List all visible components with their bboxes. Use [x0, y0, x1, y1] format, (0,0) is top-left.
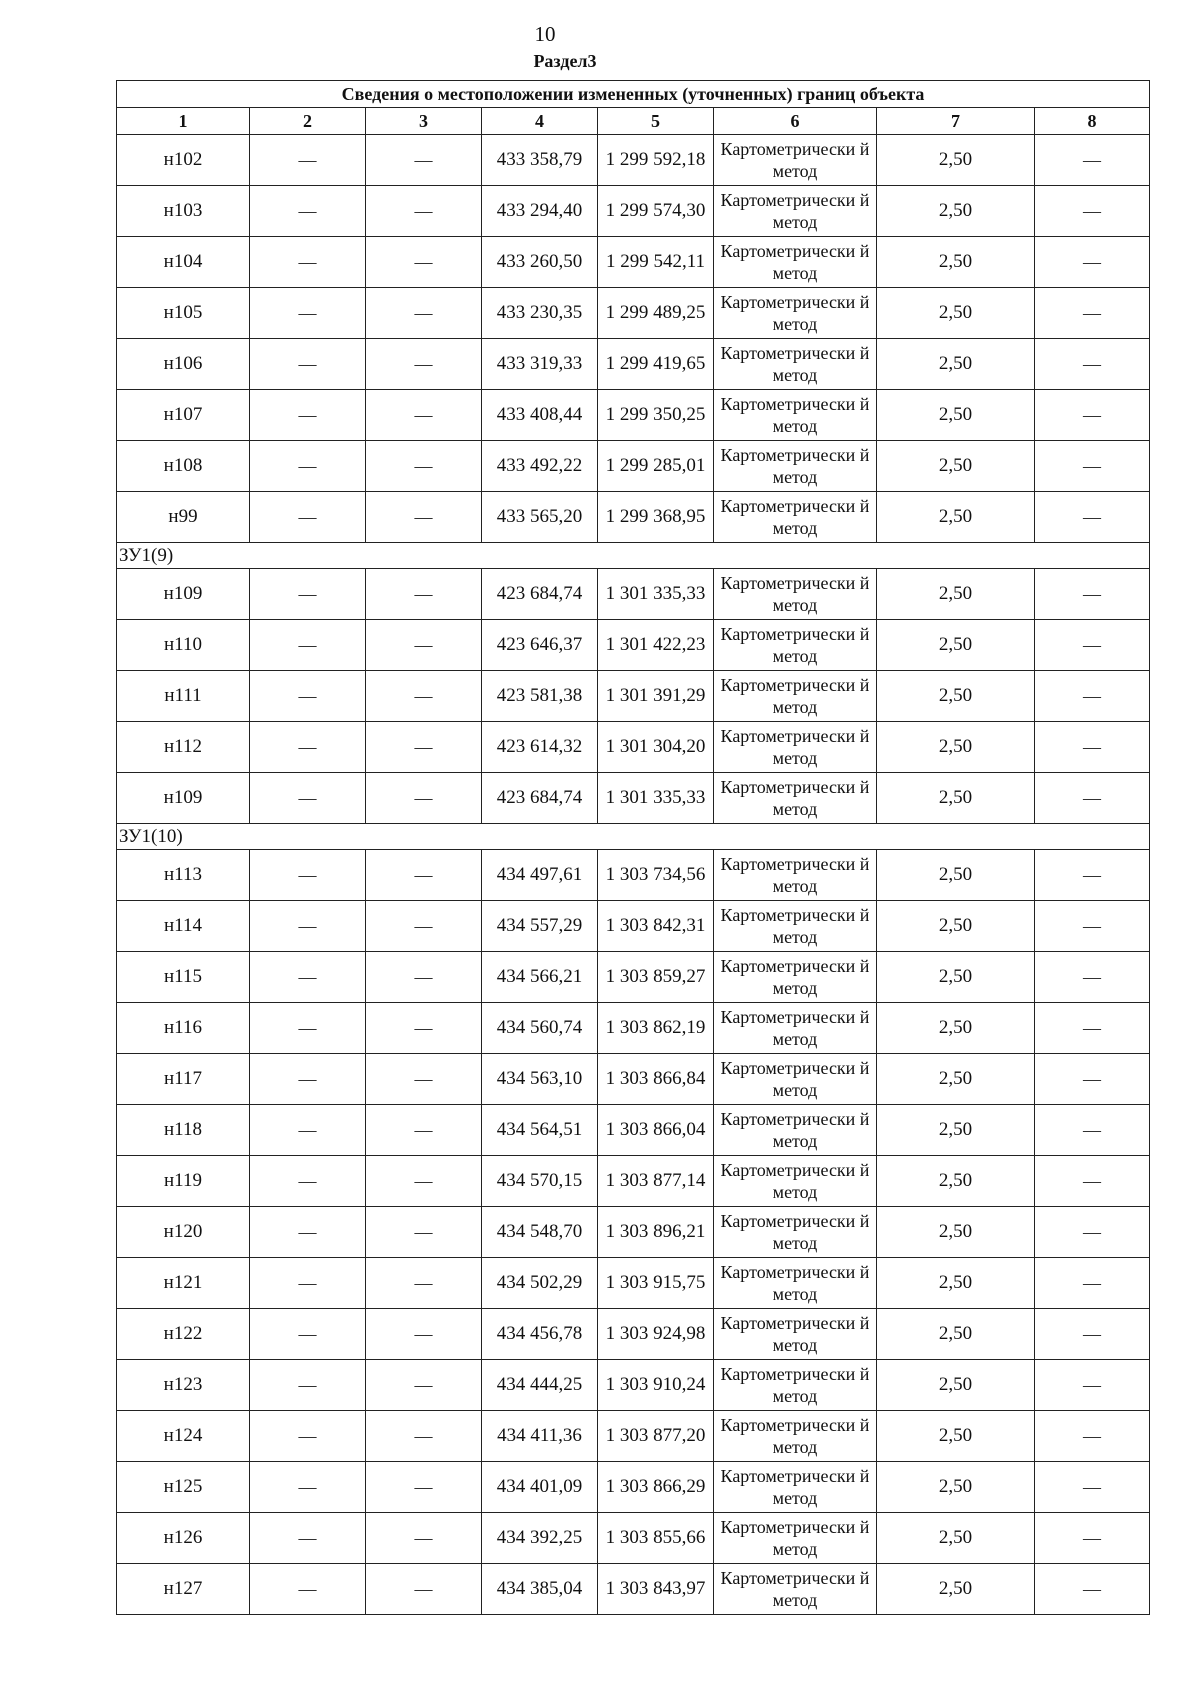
coord-x: 423 581,38 [482, 671, 598, 722]
cell-8: — [1035, 569, 1150, 620]
coord-y: 1 299 419,65 [598, 339, 714, 390]
cell-3: — [366, 186, 482, 237]
column-header-row [117, 108, 1150, 135]
cell-2: — [250, 492, 366, 543]
column-header: 5 [598, 108, 714, 135]
cell-3: — [366, 1513, 482, 1564]
point-label: н117 [117, 1054, 250, 1105]
cell-2: — [250, 135, 366, 186]
coord-y: 1 299 368,95 [598, 492, 714, 543]
method: Картометрически й метод [714, 441, 877, 492]
point-label: н111 [117, 671, 250, 722]
column-header: 3 [366, 108, 482, 135]
cell-8: — [1035, 288, 1150, 339]
table-row [117, 492, 1150, 543]
table-row [117, 1054, 1150, 1105]
column-header: 8 [1035, 108, 1150, 135]
cell-2: — [250, 1462, 366, 1513]
accuracy: 2,50 [877, 1003, 1035, 1054]
cell-3: — [366, 237, 482, 288]
coord-x: 423 684,74 [482, 569, 598, 620]
cell-2: — [250, 1360, 366, 1411]
cell-8: — [1035, 492, 1150, 543]
coord-y: 1 303 855,66 [598, 1513, 714, 1564]
cell-8: — [1035, 620, 1150, 671]
coord-y: 1 301 335,33 [598, 773, 714, 824]
table-row [117, 1564, 1150, 1615]
coord-x: 434 560,74 [482, 1003, 598, 1054]
point-label: н109 [117, 569, 250, 620]
column-header: 6 [714, 108, 877, 135]
point-label: н114 [117, 901, 250, 952]
method: Картометрически й метод [714, 390, 877, 441]
cell-8: — [1035, 1462, 1150, 1513]
cell-2: — [250, 1411, 366, 1462]
cell-8: — [1035, 850, 1150, 901]
accuracy: 2,50 [877, 901, 1035, 952]
method: Картометрически й метод [714, 1156, 877, 1207]
coord-x: 434 557,29 [482, 901, 598, 952]
point-label: н127 [117, 1564, 250, 1615]
point-label: н118 [117, 1105, 250, 1156]
accuracy: 2,50 [877, 390, 1035, 441]
coord-x: 433 565,20 [482, 492, 598, 543]
boundary-coordinates-table [116, 80, 1150, 1615]
cell-2: — [250, 441, 366, 492]
method: Картометрически й метод [714, 901, 877, 952]
method: Картометрически й метод [714, 1258, 877, 1309]
coord-x: 433 358,79 [482, 135, 598, 186]
table-row [117, 1258, 1150, 1309]
cell-8: — [1035, 135, 1150, 186]
cell-2: — [250, 1258, 366, 1309]
table-row [117, 237, 1150, 288]
cell-8: — [1035, 441, 1150, 492]
cell-3: — [366, 390, 482, 441]
accuracy: 2,50 [877, 1207, 1035, 1258]
accuracy: 2,50 [877, 1258, 1035, 1309]
coord-x: 433 230,35 [482, 288, 598, 339]
table-row [117, 1309, 1150, 1360]
method: Картометрически й метод [714, 339, 877, 390]
table-row [117, 850, 1150, 901]
cell-3: — [366, 1207, 482, 1258]
cell-2: — [250, 237, 366, 288]
cell-3: — [366, 671, 482, 722]
point-label: н120 [117, 1207, 250, 1258]
coord-y: 1 303 843,97 [598, 1564, 714, 1615]
group-label: ЗУ1(10) [117, 824, 1150, 850]
accuracy: 2,50 [877, 620, 1035, 671]
coord-x: 434 548,70 [482, 1207, 598, 1258]
coord-y: 1 303 866,29 [598, 1462, 714, 1513]
table-row [117, 288, 1150, 339]
coord-x: 434 502,29 [482, 1258, 598, 1309]
cell-2: — [250, 339, 366, 390]
accuracy: 2,50 [877, 722, 1035, 773]
cell-3: — [366, 1309, 482, 1360]
cell-8: — [1035, 901, 1150, 952]
column-header: 7 [877, 108, 1035, 135]
table-row [117, 1003, 1150, 1054]
point-label: н125 [117, 1462, 250, 1513]
accuracy: 2,50 [877, 1309, 1035, 1360]
cell-2: — [250, 773, 366, 824]
coord-x: 433 319,33 [482, 339, 598, 390]
cell-2: — [250, 569, 366, 620]
point-label: н115 [117, 952, 250, 1003]
accuracy: 2,50 [877, 135, 1035, 186]
cell-8: — [1035, 1054, 1150, 1105]
coord-x: 434 563,10 [482, 1054, 598, 1105]
coord-y: 1 299 574,30 [598, 186, 714, 237]
cell-3: — [366, 441, 482, 492]
cell-2: — [250, 1564, 366, 1615]
group-row [117, 824, 1150, 850]
coord-y: 1 303 877,14 [598, 1156, 714, 1207]
point-label: н119 [117, 1156, 250, 1207]
method: Картометрически й метод [714, 1207, 877, 1258]
coord-x: 433 260,50 [482, 237, 598, 288]
cell-8: — [1035, 1309, 1150, 1360]
coord-y: 1 301 391,29 [598, 671, 714, 722]
coord-x: 434 566,21 [482, 952, 598, 1003]
cell-8: — [1035, 1564, 1150, 1615]
cell-8: — [1035, 1411, 1150, 1462]
method: Картометрически й метод [714, 1309, 877, 1360]
coord-y: 1 303 734,56 [598, 850, 714, 901]
table-row [117, 620, 1150, 671]
cell-3: — [366, 135, 482, 186]
cell-8: — [1035, 773, 1150, 824]
coord-y: 1 303 842,31 [598, 901, 714, 952]
method: Картометрически й метод [714, 492, 877, 543]
coord-x: 434 444,25 [482, 1360, 598, 1411]
cell-3: — [366, 1411, 482, 1462]
method: Картометрически й метод [714, 773, 877, 824]
table-row [117, 339, 1150, 390]
table-row [117, 1360, 1150, 1411]
cell-3: — [366, 492, 482, 543]
cell-2: — [250, 850, 366, 901]
page-number: 10 [534, 22, 556, 46]
cell-3: — [366, 339, 482, 390]
coord-x: 433 294,40 [482, 186, 598, 237]
cell-8: — [1035, 952, 1150, 1003]
cell-2: — [250, 1309, 366, 1360]
cell-2: — [250, 1003, 366, 1054]
point-label: н124 [117, 1411, 250, 1462]
coord-y: 1 303 859,27 [598, 952, 714, 1003]
table-row [117, 186, 1150, 237]
coord-x: 434 456,78 [482, 1309, 598, 1360]
coord-x: 423 646,37 [482, 620, 598, 671]
method: Картометрически й метод [714, 186, 877, 237]
cell-3: — [366, 1564, 482, 1615]
table-row [117, 1105, 1150, 1156]
cell-2: — [250, 390, 366, 441]
cell-8: — [1035, 1003, 1150, 1054]
coord-x: 434 385,04 [482, 1564, 598, 1615]
point-label: н116 [117, 1003, 250, 1054]
point-label: н105 [117, 288, 250, 339]
table-row [117, 901, 1150, 952]
method: Картометрически й метод [714, 237, 877, 288]
method: Картометрически й метод [714, 1360, 877, 1411]
cell-8: — [1035, 186, 1150, 237]
accuracy: 2,50 [877, 671, 1035, 722]
cell-8: — [1035, 339, 1150, 390]
cell-3: — [366, 1105, 482, 1156]
method: Картометрически й метод [714, 850, 877, 901]
method: Картометрически й метод [714, 671, 877, 722]
cell-2: — [250, 1513, 366, 1564]
point-label: н126 [117, 1513, 250, 1564]
cell-3: — [366, 288, 482, 339]
point-label: н102 [117, 135, 250, 186]
method: Картометрически й метод [714, 952, 877, 1003]
point-label: н113 [117, 850, 250, 901]
accuracy: 2,50 [877, 1054, 1035, 1105]
point-label: н99 [117, 492, 250, 543]
accuracy: 2,50 [877, 850, 1035, 901]
accuracy: 2,50 [877, 773, 1035, 824]
cell-3: — [366, 1156, 482, 1207]
table-row [117, 1156, 1150, 1207]
point-label: н121 [117, 1258, 250, 1309]
point-label: н123 [117, 1360, 250, 1411]
cell-3: — [366, 1054, 482, 1105]
table-row [117, 441, 1150, 492]
cell-8: — [1035, 1105, 1150, 1156]
coord-y: 1 303 877,20 [598, 1411, 714, 1462]
coord-y: 1 303 866,04 [598, 1105, 714, 1156]
cell-8: — [1035, 1513, 1150, 1564]
method: Картометрически й метод [714, 1513, 877, 1564]
table-row [117, 773, 1150, 824]
accuracy: 2,50 [877, 1513, 1035, 1564]
point-label: н122 [117, 1309, 250, 1360]
method: Картометрически й метод [714, 1105, 877, 1156]
table-row [117, 1462, 1150, 1513]
accuracy: 2,50 [877, 1105, 1035, 1156]
coord-y: 1 303 910,24 [598, 1360, 714, 1411]
coord-x: 434 497,61 [482, 850, 598, 901]
accuracy: 2,50 [877, 569, 1035, 620]
accuracy: 2,50 [877, 441, 1035, 492]
coord-x: 433 408,44 [482, 390, 598, 441]
cell-2: — [250, 901, 366, 952]
table-row [117, 1207, 1150, 1258]
accuracy: 2,50 [877, 1360, 1035, 1411]
coord-x: 434 564,51 [482, 1105, 598, 1156]
method: Картометрически й метод [714, 1054, 877, 1105]
table-row [117, 1411, 1150, 1462]
section-title: Раздел3 [533, 51, 597, 71]
accuracy: 2,50 [877, 952, 1035, 1003]
table-body [117, 135, 1150, 1615]
table-row [117, 952, 1150, 1003]
accuracy: 2,50 [877, 339, 1035, 390]
point-label: н107 [117, 390, 250, 441]
table-row [117, 671, 1150, 722]
cell-2: — [250, 722, 366, 773]
coord-y: 1 303 896,21 [598, 1207, 714, 1258]
table-row [117, 722, 1150, 773]
cell-3: — [366, 1462, 482, 1513]
coord-x: 434 401,09 [482, 1462, 598, 1513]
column-header: 2 [250, 108, 366, 135]
cell-3: — [366, 1003, 482, 1054]
cell-3: — [366, 620, 482, 671]
cell-2: — [250, 1156, 366, 1207]
accuracy: 2,50 [877, 1462, 1035, 1513]
cell-3: — [366, 952, 482, 1003]
coord-y: 1 303 924,98 [598, 1309, 714, 1360]
cell-2: — [250, 620, 366, 671]
column-header: 4 [482, 108, 598, 135]
method: Картометрически й метод [714, 722, 877, 773]
accuracy: 2,50 [877, 492, 1035, 543]
cell-3: — [366, 901, 482, 952]
group-row [117, 543, 1150, 569]
coord-y: 1 299 285,01 [598, 441, 714, 492]
coord-x: 434 411,36 [482, 1411, 598, 1462]
method: Картометрически й метод [714, 1564, 877, 1615]
cell-8: — [1035, 390, 1150, 441]
cell-2: — [250, 1105, 366, 1156]
coord-y: 1 301 335,33 [598, 569, 714, 620]
coord-x: 433 492,22 [482, 441, 598, 492]
cell-2: — [250, 1207, 366, 1258]
cell-2: — [250, 186, 366, 237]
method: Картометрически й метод [714, 1462, 877, 1513]
cell-2: — [250, 952, 366, 1003]
accuracy: 2,50 [877, 1411, 1035, 1462]
method: Картометрически й метод [714, 1003, 877, 1054]
cell-8: — [1035, 1207, 1150, 1258]
point-label: н109 [117, 773, 250, 824]
accuracy: 2,50 [877, 1156, 1035, 1207]
table-row [117, 569, 1150, 620]
accuracy: 2,50 [877, 288, 1035, 339]
table-caption: Сведения о местоположении измененных (уточненных) границ объекта [117, 81, 1150, 108]
coord-y: 1 301 422,23 [598, 620, 714, 671]
cell-8: — [1035, 1360, 1150, 1411]
cell-2: — [250, 288, 366, 339]
point-label: н110 [117, 620, 250, 671]
accuracy: 2,50 [877, 1564, 1035, 1615]
point-label: н112 [117, 722, 250, 773]
cell-8: — [1035, 722, 1150, 773]
table-row [117, 390, 1150, 441]
coord-y: 1 301 304,20 [598, 722, 714, 773]
table-row [117, 1513, 1150, 1564]
coord-y: 1 303 866,84 [598, 1054, 714, 1105]
method: Картометрически й метод [714, 620, 877, 671]
point-label: н106 [117, 339, 250, 390]
point-label: н104 [117, 237, 250, 288]
method: Картометрически й метод [714, 135, 877, 186]
coord-y: 1 299 350,25 [598, 390, 714, 441]
table-row [117, 135, 1150, 186]
coord-y: 1 303 915,75 [598, 1258, 714, 1309]
cell-8: — [1035, 237, 1150, 288]
point-label: н103 [117, 186, 250, 237]
coord-y: 1 299 542,11 [598, 237, 714, 288]
column-header: 1 [117, 108, 250, 135]
cell-3: — [366, 1258, 482, 1309]
cell-3: — [366, 850, 482, 901]
coord-x: 434 392,25 [482, 1513, 598, 1564]
group-label: ЗУ1(9) [117, 543, 1150, 569]
cell-8: — [1035, 1156, 1150, 1207]
cell-2: — [250, 671, 366, 722]
point-label: н108 [117, 441, 250, 492]
coord-x: 434 570,15 [482, 1156, 598, 1207]
coord-y: 1 299 592,18 [598, 135, 714, 186]
cell-2: — [250, 1054, 366, 1105]
method: Картометрически й метод [714, 1411, 877, 1462]
cell-8: — [1035, 671, 1150, 722]
cell-3: — [366, 569, 482, 620]
coord-x: 423 614,32 [482, 722, 598, 773]
method: Картометрически й метод [714, 288, 877, 339]
accuracy: 2,50 [877, 237, 1035, 288]
coord-y: 1 303 862,19 [598, 1003, 714, 1054]
accuracy: 2,50 [877, 186, 1035, 237]
cell-3: — [366, 722, 482, 773]
coord-x: 423 684,74 [482, 773, 598, 824]
method: Картометрически й метод [714, 569, 877, 620]
cell-8: — [1035, 1258, 1150, 1309]
cell-3: — [366, 1360, 482, 1411]
cell-3: — [366, 773, 482, 824]
coord-y: 1 299 489,25 [598, 288, 714, 339]
